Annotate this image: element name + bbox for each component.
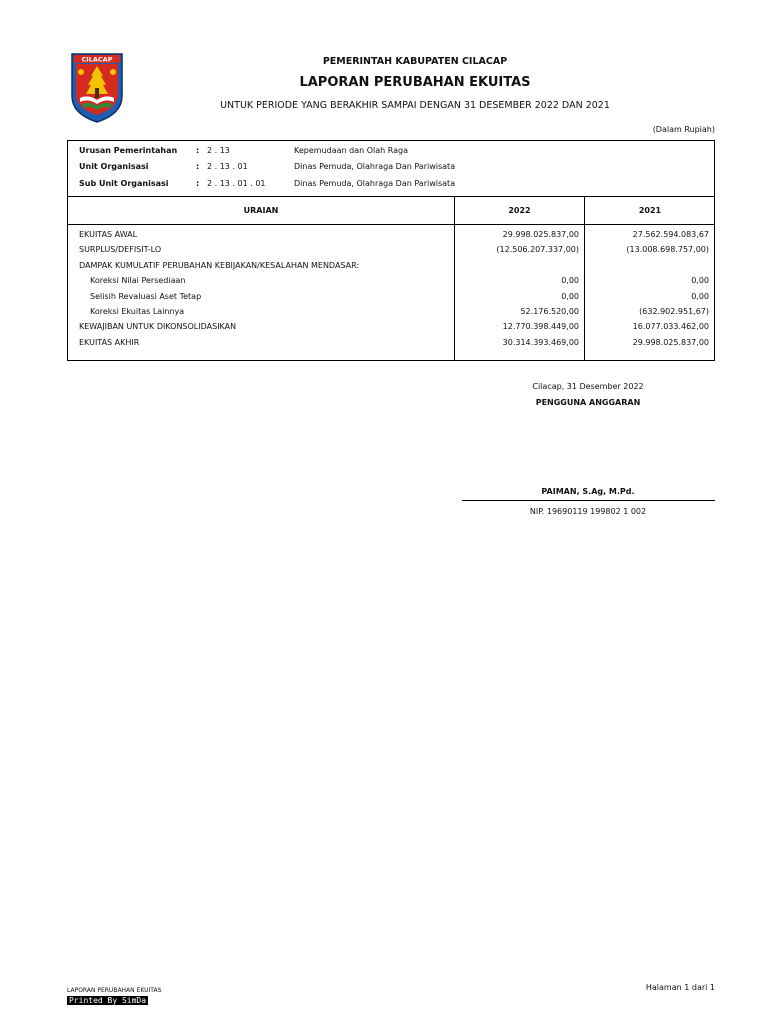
info-name: Dinas Pemuda, Olahraga Dan Pariwisata: [294, 162, 456, 171]
column-header-2022: 2022: [508, 206, 531, 215]
row-description: Selisih Revaluasi Aset Tetap: [90, 292, 202, 301]
svg-text:CILACAP: CILACAP: [81, 55, 113, 64]
row-description: Koreksi Nilai Persediaan: [90, 276, 186, 285]
footer-report-name: LAPORAN PERUBAHAN EKUITAS: [67, 987, 162, 994]
info-colon: :: [196, 179, 200, 188]
row-description: SURPLUS/DEFISIT-LO: [79, 245, 162, 254]
signatory-name: PAIMAN, S.Ag, M.Pd.: [541, 487, 635, 496]
info-row-unit: [68, 162, 714, 176]
report-title: LAPORAN PERUBAHAN EKUITAS: [299, 75, 531, 90]
row-description: KEWAJIBAN UNTUK DIKONSOLIDASIKAN: [79, 322, 237, 331]
value-2021: 29.998.025.837,00: [632, 338, 709, 347]
report-period: UNTUK PERIODE YANG BERAKHIR SAMPAI DENGAN 31 DESEMBER 2022 DAN 2021: [220, 100, 610, 111]
row-description: Koreksi Ekuitas Lainnya: [90, 307, 185, 316]
info-label: Unit Organisasi: [79, 162, 149, 171]
info-code: 2 . 13: [207, 146, 230, 155]
value-2021: (13.008.698.757,00): [626, 245, 709, 254]
organization-info-box: [67, 140, 715, 197]
info-name: Dinas Pemuda, Olahraga Dan Pariwisata: [294, 179, 456, 188]
value-2022: 29.998.025.837,00: [502, 230, 579, 239]
row-description: EKUITAS AKHIR: [79, 338, 140, 347]
page-number: Halaman 1 dari 1: [645, 983, 715, 992]
info-colon: :: [196, 146, 200, 155]
equity-change-table: [67, 197, 715, 361]
signature-role: PENGGUNA ANGGARAN: [535, 398, 641, 407]
value-2022: 30.314.393.469,00: [502, 338, 579, 347]
table-row: [68, 261, 714, 276]
info-name: Kepemudaan dan Olah Raga: [294, 146, 409, 155]
column-header-2021: 2021: [638, 206, 662, 215]
value-2022: 12.770.398.449,00: [502, 322, 579, 331]
signatory-nip: NIP. 19690119 199802 1 002: [529, 507, 647, 516]
table-row: [68, 230, 714, 245]
signature-place-date: Cilacap, 31 Desember 2022: [532, 382, 644, 391]
info-label: Sub Unit Organisasi: [79, 179, 169, 188]
government-name: PEMERINTAH KABUPATEN CILACAP: [322, 56, 508, 67]
value-2022: 0,00: [561, 292, 579, 301]
table-row: [68, 307, 714, 322]
value-2021: 0,00: [691, 292, 709, 301]
info-colon: :: [196, 162, 200, 171]
table-row: [68, 338, 714, 353]
table-row: [68, 292, 714, 307]
table-row: [68, 322, 714, 337]
row-description: DAMPAK KUMULATIF PERUBAHAN KEBIJAKAN/KESALAHAN MENDASAR:: [79, 261, 360, 270]
column-header-uraian: URAIAN: [243, 206, 279, 215]
value-2022: 52.176.520,00: [520, 307, 579, 316]
value-2021: 0,00: [691, 276, 709, 285]
row-description: EKUITAS AWAL: [79, 230, 138, 239]
value-2021: 16.077.033.462,00: [632, 322, 709, 331]
signature-line: [462, 500, 715, 501]
printed-by-badge: Printed By SimDa: [69, 996, 147, 1005]
info-row-urusan: [68, 146, 714, 160]
value-2022: 0,00: [561, 276, 579, 285]
value-2021: 27.562.594.083,67: [632, 230, 709, 239]
header-divider: [68, 224, 714, 225]
info-row-sub-unit: [68, 179, 714, 193]
value-2022: (12.506.207.337,00): [496, 245, 579, 254]
currency-unit-note: (Dalam Rupiah): [652, 125, 715, 134]
info-label: Urusan Pemerintahan: [79, 146, 178, 155]
table-row: [68, 276, 714, 291]
value-2021: (632.902.951,67): [639, 307, 709, 316]
table-row: [68, 245, 714, 260]
info-code: 2 . 13 . 01: [207, 162, 248, 171]
cilacap-logo: [70, 52, 124, 124]
info-code: 2 . 13 . 01 . 01: [207, 179, 266, 188]
